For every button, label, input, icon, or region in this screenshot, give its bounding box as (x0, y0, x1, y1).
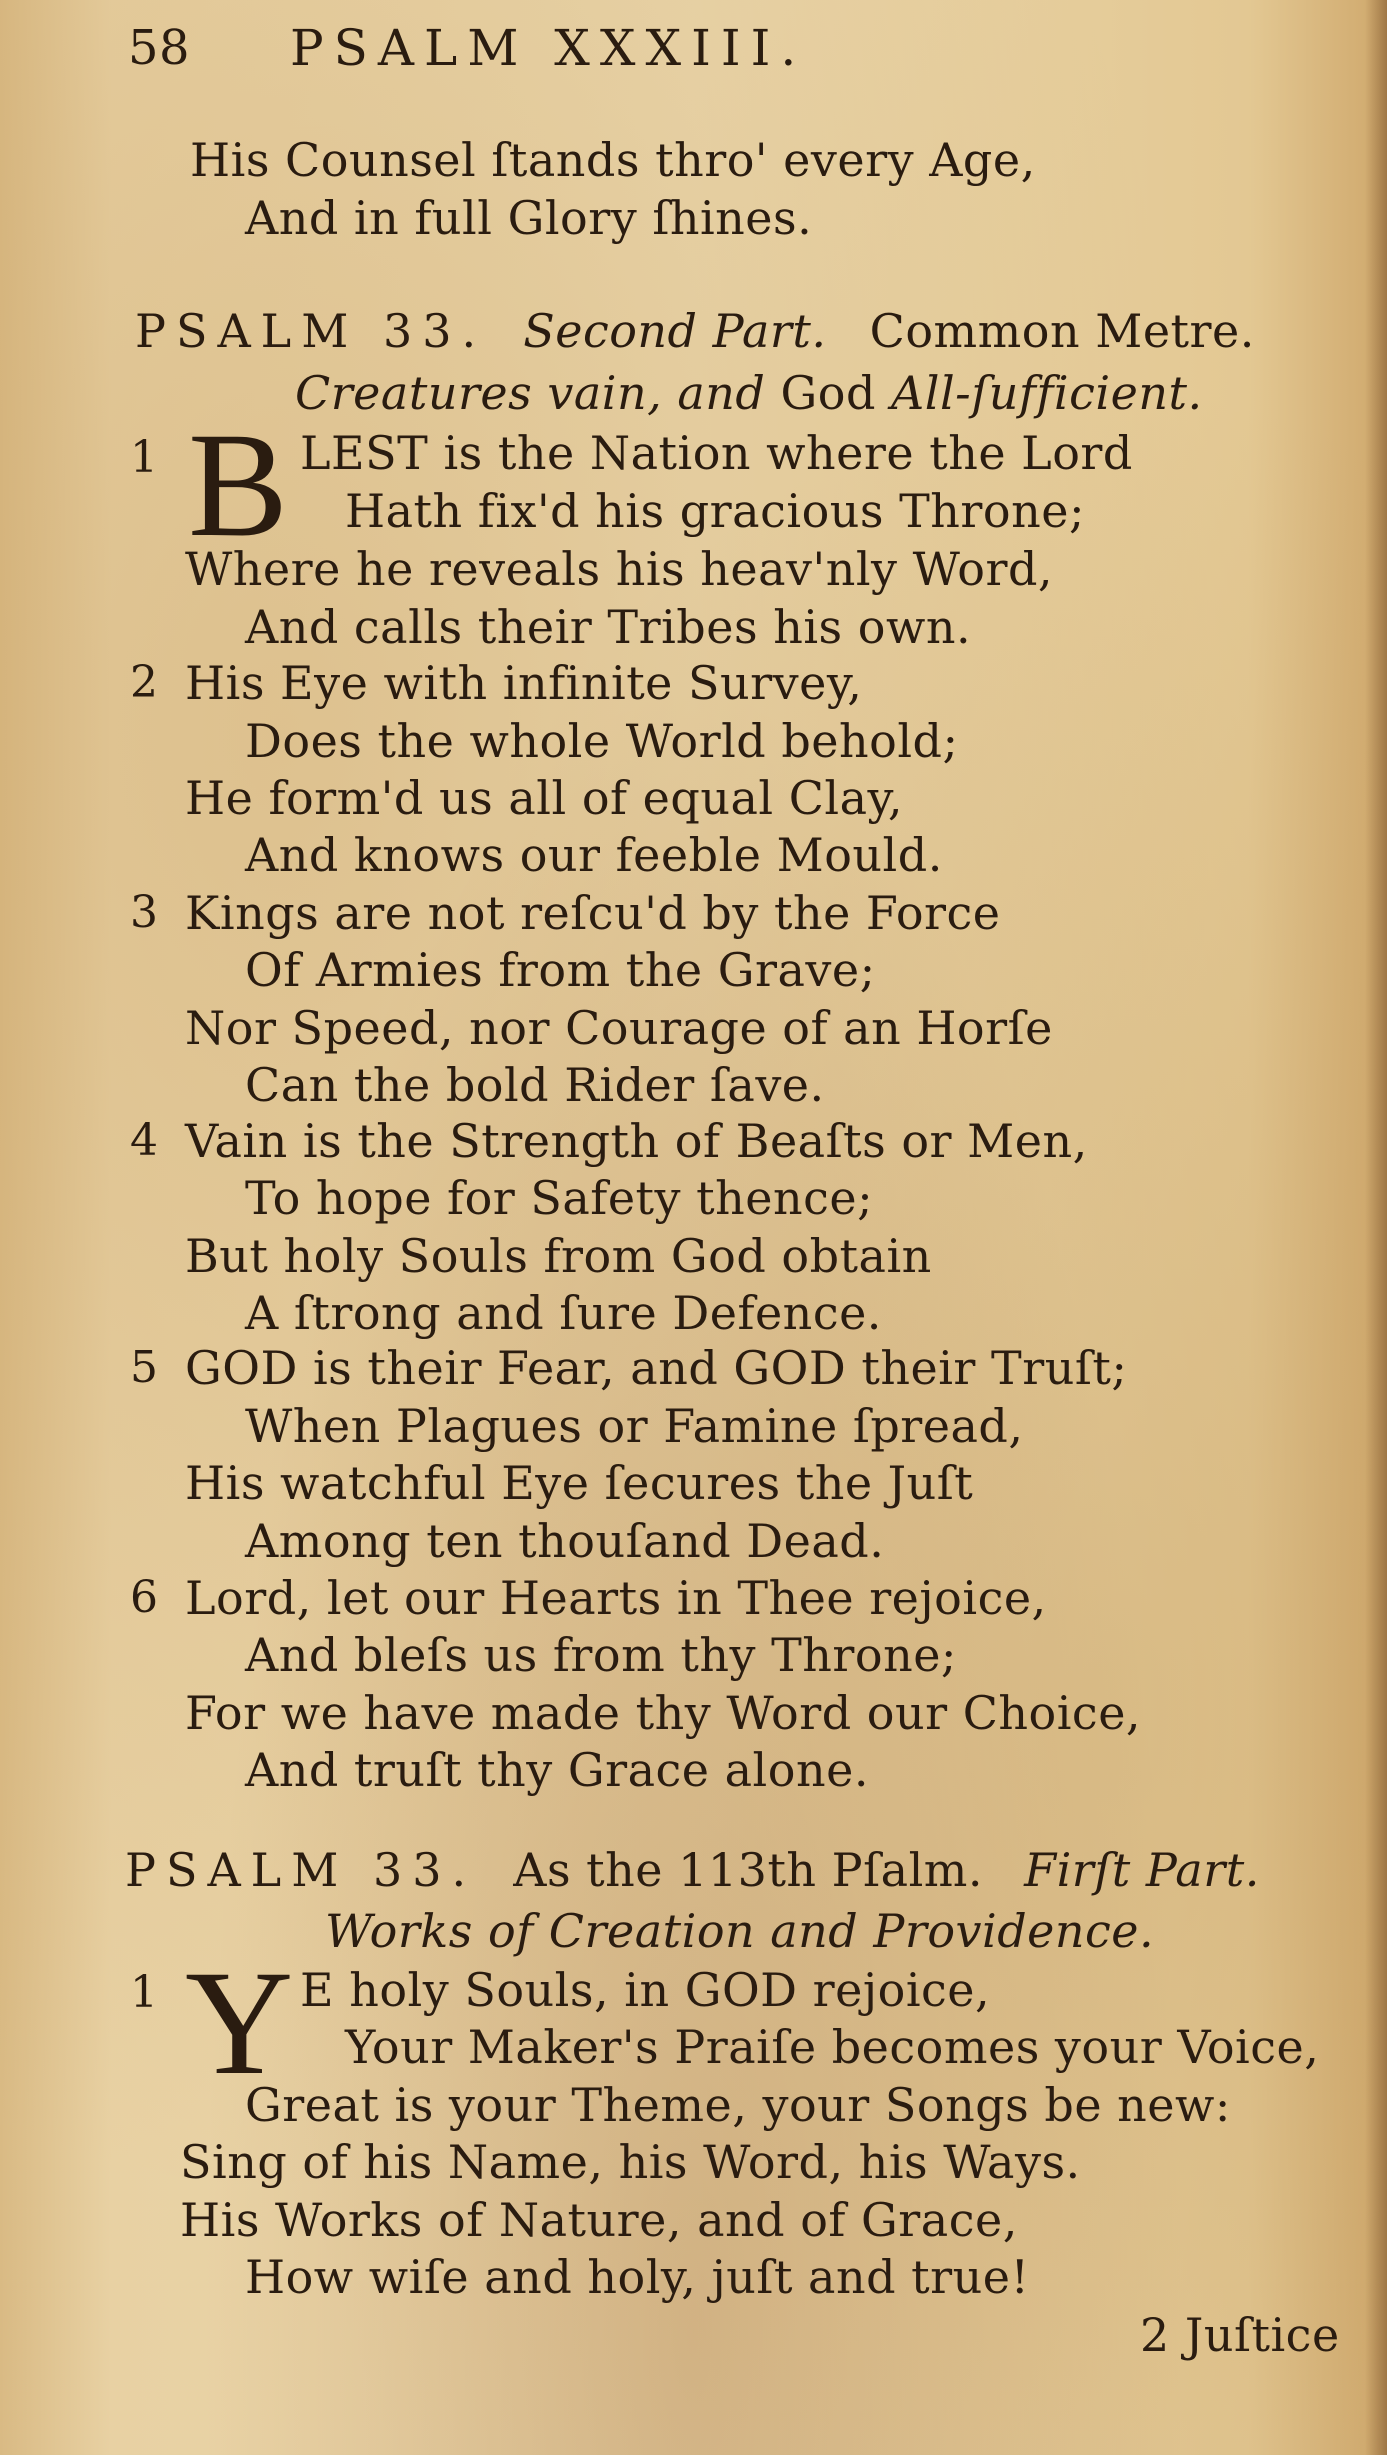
verse-number: 5 (130, 1342, 158, 1393)
carryover-line-2: And in full Glory ſhines. (245, 191, 813, 245)
verse-line: Kings are not reſcu'd by the Force (185, 886, 1001, 940)
verse-line: And knows our feeble Mould. (245, 828, 943, 882)
verse-number: 4 (130, 1115, 158, 1166)
verse-line: And calls their Tribes his own. (245, 600, 972, 654)
verse-line: And truſt thy Grace alone. (245, 1743, 869, 1797)
section-heading-part: Firſt Part. (1024, 1843, 1260, 1897)
verse-line: Nor Speed, nor Courage of an Horſe (185, 1001, 1053, 1055)
verse-line: Great is your Theme, your Songs be new: (245, 2078, 1231, 2132)
verse-line: And bleſs us from thy Throne; (245, 1628, 957, 1682)
section-heading-metre: As the 113th Pſalm. (513, 1843, 984, 1897)
section-heading-2 (125, 1842, 1260, 1898)
drop-cap-letter: Y (185, 1940, 294, 2106)
verse-line: Can the bold Rider ſave. (245, 1058, 825, 1112)
verse-line: E holy Souls, in GOD rejoice, (300, 1963, 991, 2017)
subtitle-part-b: God (780, 366, 876, 420)
section-heading-label: PSALM 33. (125, 1843, 477, 1897)
subtitle-part-a: Creatures vain, and (295, 366, 766, 420)
verse-line: His Eye with infinite Survey, (185, 656, 863, 710)
verse-line: He form'd us all of equal Clay, (185, 771, 904, 825)
page-edge-shadow (1365, 0, 1387, 2455)
section-subtitle-2: Works of Creation and Providence. (325, 1904, 1155, 1958)
running-title: PSALM XXXIII. (290, 19, 807, 77)
section-heading-part: Second Part. (523, 304, 827, 358)
verse-line: LEST is the Nation where the Lord (300, 426, 1133, 480)
verse-line: Sing of his Name, his Word, his Ways. (180, 2135, 1081, 2189)
verse-line: For we have made thy Word our Choice, (185, 1686, 1142, 1740)
verse-line: Vain is the Strength of Beaſts or Men, (185, 1114, 1088, 1168)
catchword: 2 Juſtice (1140, 2308, 1340, 2362)
verse-line: Of Armies from the Grave; (245, 943, 876, 997)
verse-number: 6 (130, 1572, 158, 1623)
section-heading-label: PSALM 33. (135, 304, 487, 358)
drop-cap-letter: B (188, 402, 289, 568)
verse-line: But holy Souls from God obtain (185, 1229, 932, 1283)
verse-line: Lord, let our Hearts in Thee rejoice, (185, 1571, 1047, 1625)
subtitle-part-c: All-ſufficient. (891, 366, 1203, 420)
section-heading-metre: Common Metre. (869, 304, 1255, 358)
verse-line: His watchful Eye ſecures the Juſt (185, 1456, 974, 1510)
verse-line: A ſtrong and ſure Defence. (245, 1286, 882, 1340)
verse-line: To hope for Safety thence; (245, 1171, 874, 1225)
verse-line: His Works of Nature, and of Grace, (180, 2193, 1018, 2247)
section-heading-1 (135, 303, 1255, 359)
verse-number: 1 (130, 432, 158, 483)
verse-line: Does the whole World behold; (245, 714, 959, 768)
carryover-line-1: His Counsel ſtands thro' every Age, (190, 133, 1036, 187)
verse-line: Your Maker's Praiſe becomes your Voice, (345, 2020, 1320, 2074)
verse-line: Where he reveals his heav'nly Word, (185, 542, 1054, 596)
section-subtitle-1 (295, 365, 1203, 421)
verse-line: Among ten thouſand Dead. (245, 1514, 885, 1568)
verse-line: When Plagues or Famine ſpread, (245, 1399, 1024, 1453)
verse-number: 2 (130, 657, 158, 708)
verse-line: Hath fix'd his gracious Throne; (345, 484, 1085, 538)
page-number: 58 (128, 20, 191, 76)
verse-line: How wiſe and holy, juſt and true! (245, 2250, 1030, 2304)
verse-number: 3 (130, 887, 158, 938)
verse-number: 1 (130, 1967, 158, 2018)
verse-line: GOD is their Fear, and GOD their Truſt; (185, 1341, 1128, 1395)
